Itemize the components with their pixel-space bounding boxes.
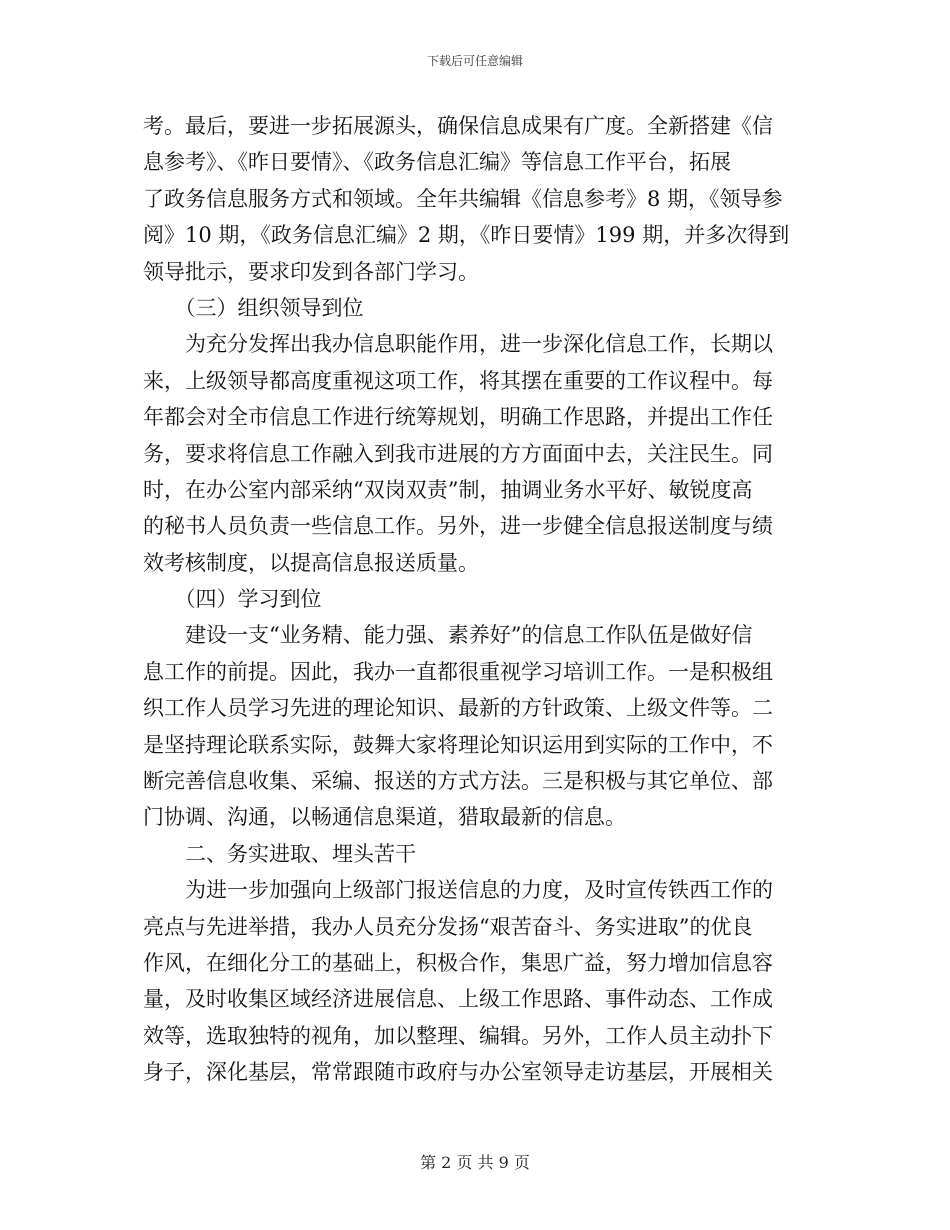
text-line: 务，要求将信息工作融入到我市进展的方方面面中去，关注民生。同 — [143, 441, 773, 466]
text-line: 为进一步加强向上级部门报送信息的力度，及时宣传铁西工作的 — [143, 878, 773, 903]
document-body — [143, 108, 811, 1091]
text-line: 亮点与先进举措，我办人员充分发扬“艰苦奋斗、务实进取”的优良 — [143, 914, 753, 939]
text-line: 来，上级领导都高度重视这项工作，将其摆在重要的工作议程中。每 — [143, 368, 773, 393]
text-line: 领导批示，要求印发到各部门学习。 — [143, 259, 479, 284]
text-line: （四）学习到位 — [143, 587, 322, 612]
text-line: 为充分发挥出我办信息职能作用，进一步深化信息工作，长期以 — [143, 332, 773, 357]
text-line: 了政务信息服务方式和领域。全年共编辑《信息参考》8 期，《领导参 — [143, 186, 783, 211]
text-line: 效等，选取独特的视角，加以整理、编辑。另外，工作人员主动扑下 — [143, 1023, 773, 1048]
text-line: 身子，深化基层，常常跟随市政府与办公室领导走访基层，开展相关 — [143, 1060, 773, 1085]
text-line: 息参考》、《昨日要情》、《政务信息汇编》等信息工作平台，拓展 — [143, 150, 731, 175]
text-line: 量，及时收集区域经济进展信息、上级工作思路、事件动态、工作成 — [143, 987, 773, 1012]
text-line: 断完善信息收集、采编、报送的方式方法。三是积极与其它单位、部 — [143, 769, 773, 794]
text-line: 考。最后，要进一步拓展源头，确保信息成果有广度。全新搭建《信 — [143, 114, 773, 138]
text-line: （三）组织领导到位 — [143, 295, 364, 320]
text-line: 息工作的前提。因此，我办一直都很重视学习培训工作。一是积极组 — [143, 659, 773, 684]
text-line: 门协调、沟通，以畅通信息渠道，猎取最新的信息。 — [143, 805, 626, 830]
page-header: 下载后可任意编辑 — [426, 54, 523, 68]
text-line: 年都会对全市信息工作进行统筹规划，明确工作思路，并提出工作任 — [143, 405, 773, 430]
text-line: 效考核制度，以提高信息报送质量。 — [143, 550, 479, 575]
text-line: 作风，在细化分工的基础上，积极合作，集思广益，努力增加信息容 — [143, 950, 773, 975]
text-line: 建设一支“业务精、能力强、素养好”的信息工作队伍是做好信 — [143, 623, 753, 648]
page-footer: 第 2 页 共 9 页 — [420, 1153, 530, 1172]
text-line: 织工作人员学习先进的理论知识、最新的方针政策、上级文件等。二 — [143, 696, 773, 721]
text-line: 阅》10 期，《政务信息汇编》2 期，《昨日要情》199 期，并多次得到 — [143, 223, 790, 248]
text-line: 的秘书人员负责一些信息工作。另外，进一步健全信息报送制度与绩 — [143, 514, 773, 539]
text-line: 是坚持理论联系实际，鼓舞大家将理论知识运用到实际的工作中，不 — [143, 732, 773, 757]
text-line: 时，在办公室内部采纳“双岗双责”制，抽调业务水平好、敏锐度高 — [143, 477, 753, 502]
text-line: 二、务实进取、埋头苦干 — [143, 841, 416, 866]
